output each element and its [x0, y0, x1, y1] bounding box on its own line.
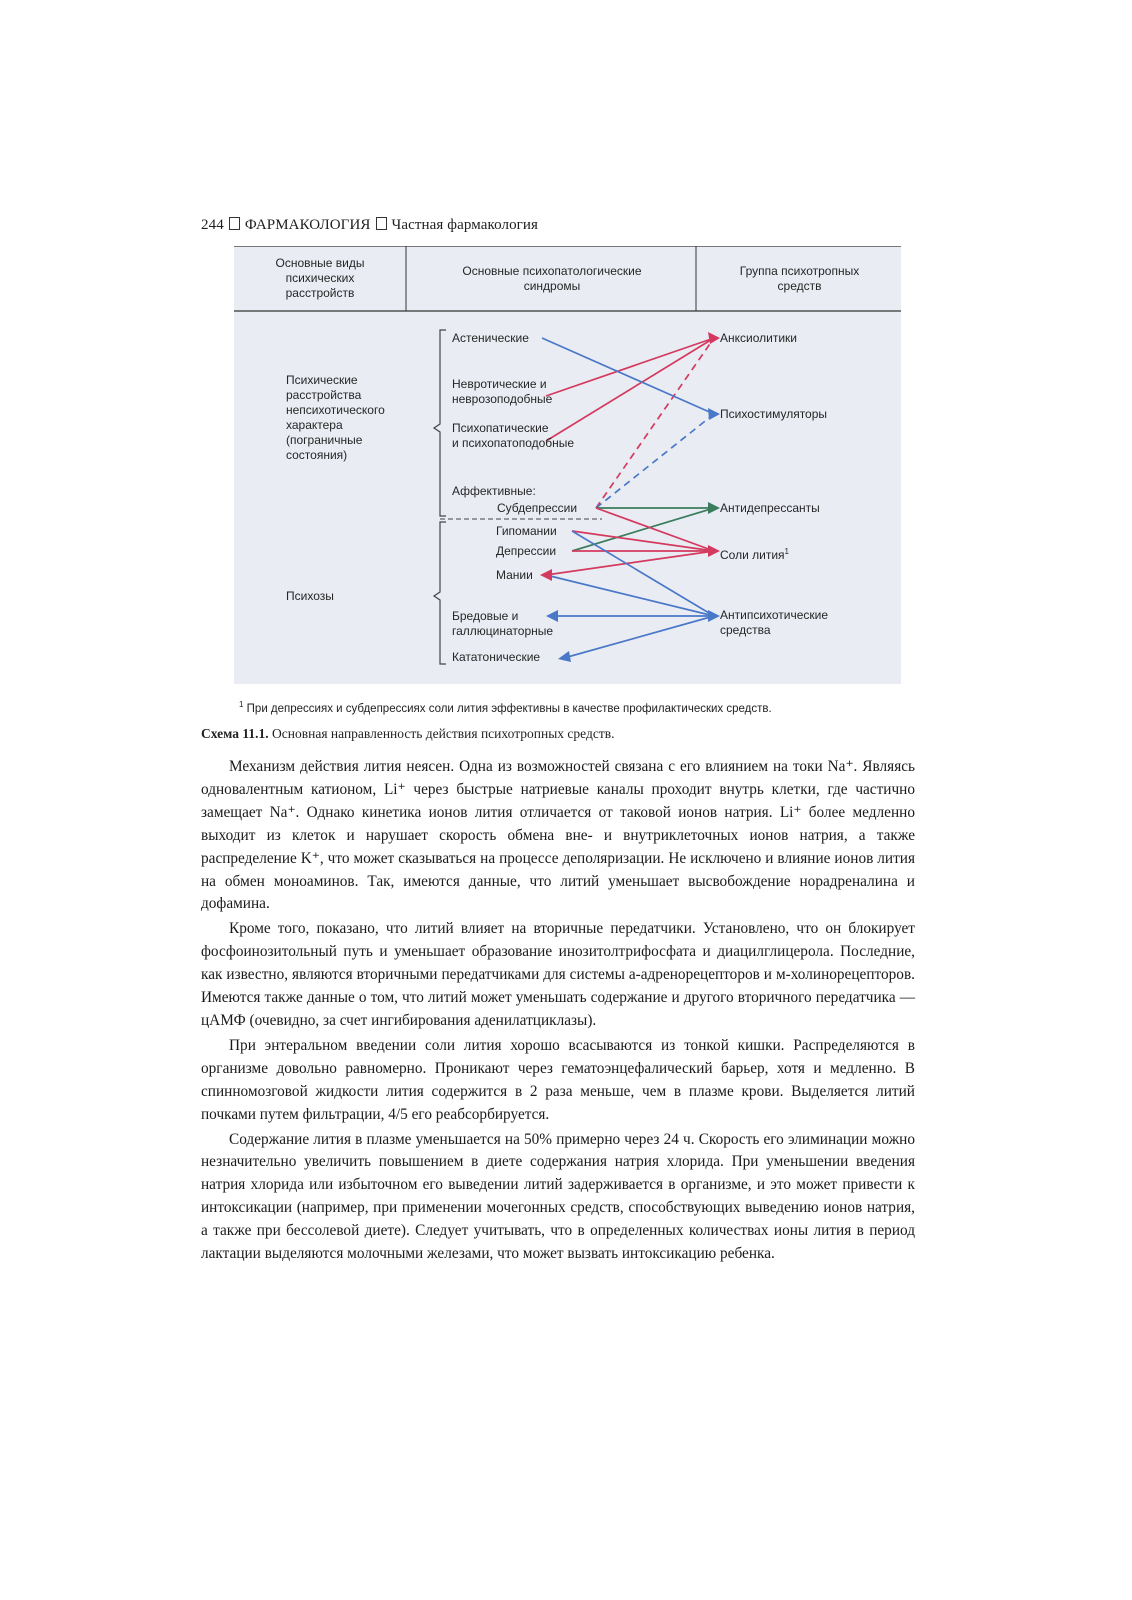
arrow-lithium-icon: [708, 545, 720, 557]
col-header-syndromes: Основные психопатологические синдромы: [462, 264, 642, 293]
caption-label: Схема 11.1.: [201, 726, 269, 741]
section-title: Частная фармакология: [391, 217, 539, 233]
disorder-psychoses: Психозы: [286, 589, 334, 603]
drug-antipsychotics: Антипсихотические средства: [720, 608, 829, 637]
footnote: [239, 700, 939, 715]
arrow-psychostimulants-icon: [708, 408, 720, 420]
separator-box-icon: [376, 217, 387, 230]
running-header: [201, 217, 538, 234]
link-neurotic-anxiolytics: [546, 338, 714, 396]
page-number: 244: [201, 217, 224, 233]
link-subdepressions-lithium: [596, 508, 714, 551]
arrow-catatonic-icon: [558, 651, 571, 662]
paragraph: Механизм действия лития неясен. Одна из возможностей связана с его влиянием на токи Na⁺. Являясь одновалентным катионом, Li⁺ через быстрые натриевые каналы проходит внутрь клетки, где частично замещает Na⁺. Однако кинетика ионов лития отличается от таковой ионов натрия. Li⁺ более медленно выходит из клеток и нарушает скорость обмена вне- и внутриклеточных ионов натрия, а также распределение K⁺, что может сказываться на процессе деполяризации. Не исключено и влияние ионов лития на обмен моноаминов. Так, имеются данные, что литий уменьшает высвобождение норадреналина и дофамина.: [201, 758, 915, 913]
syndrome-psychopathic: Психопатические и психопатоподобные: [452, 421, 575, 450]
link-catatonic-antipsychotics: [564, 616, 714, 658]
figure-caption: [201, 726, 614, 742]
drug-lithium-label: Соли лития: [720, 548, 785, 562]
syndrome-subdepressions: Субдепрессии: [497, 501, 578, 515]
drug-lithium-footnote-marker: 1: [784, 547, 789, 556]
syndrome-affective: Аффективные:: [452, 484, 536, 498]
paragraph: Содержание лития в плазме уменьшается на 50% примерно через 24 ч. Скорость его элиминации можно незначительно увеличить повышением в диете содержания натрия хлорида. При уменьшении введения натрия хлорида или избыточном его выведении литий задерживается в организме, и это может привести к интоксикации (например, при применении мочегонных средств, способствующих выведению ионов натрия, а также при бессолевой диете). Следует учитывать, что в определенных количествах ионы лития в период лактации выделяются молочными железами, что может вызвать интоксикацию ребенка.: [201, 1130, 915, 1263]
syndrome-hypomania: Гипомании: [496, 524, 557, 538]
footnote-text: При депрессиях и субдепрессиях соли лития эффективны в качестве профилактических средств.: [246, 702, 772, 715]
paragraph: При энтеральном введении соли лития хорошо всасываются из тонкой кишки. Распределяются в организме довольно равномерно. Проникают через гематоэнцефалический барьер, хотя и медленно. В спинномозговой жидкости лития содержится в 2 раза меньше, чем в плазме крови. Выделяется литий почками путем фильтрации, 4/5 его реабсорбируется.: [201, 1036, 915, 1123]
syndrome-depressions: Депрессии: [496, 544, 557, 558]
arrow-mania-icon: [540, 569, 552, 581]
syndrome-catatonic: Кататонические: [452, 650, 541, 664]
caption-text: Основная направленность действия психотропных средств.: [272, 726, 615, 741]
brace-nonpsychotic: [434, 330, 446, 516]
footnote-marker: 1: [239, 700, 244, 709]
book-title: ФАРМАКОЛОГИЯ: [244, 217, 371, 233]
body-text: [201, 756, 915, 1268]
drug-lithium: [720, 544, 789, 563]
col-header-drugs: Группа психотропных средств: [739, 264, 860, 293]
arrow-antidepressants-icon: [708, 502, 720, 514]
separator-box-icon: [229, 217, 240, 230]
drug-psychostimulants: Психостимуляторы: [720, 407, 828, 421]
link-hypomania-lithium: [572, 531, 714, 551]
syndrome-neurotic: Невротические и неврозоподобные: [452, 377, 553, 406]
arrow-antipsychotics-icon: [708, 610, 720, 622]
link-subdepressions-anxiolytics: [596, 338, 714, 508]
syndrome-delusional: Бредовые и галлюцинаторные: [452, 609, 554, 638]
arrow-anxiolytics-icon: [708, 332, 720, 344]
link-mania-lithium: [546, 551, 714, 575]
syndrome-asthenic: Астенические: [452, 331, 529, 345]
drug-anxiolytics: Анксиолитики: [720, 331, 797, 345]
drug-antidepressants: Антидепрессанты: [720, 501, 820, 515]
disorder-nonpsychotic: Психические расстройства непсихотического характера (пограничные состояния): [286, 373, 385, 462]
col-header-disorders: Основные виды психических расстройств: [275, 256, 365, 300]
syndrome-mania: Мании: [496, 568, 533, 582]
paragraph: Кроме того, показано, что литий влияет на вторичные передатчики. Установлено, что он блокирует фосфоинозитольный путь и уменьшает образование инозитолтрифосфата и диацилглицерола. Последние, как известно, являются вторичными передатчиками для системы а-адренорецепторов и м-холинорецепторов. Имеются также данные о том, что литий может уменьшать содержание и другого вторичного передатчика — цАМФ (очевидно, за счет ингибирования аденилатциклазы).: [201, 920, 915, 1029]
link-subdepressions-psychostimulants: [596, 414, 714, 508]
arrowheads: [540, 332, 720, 662]
link-mania-antipsychotics: [546, 575, 714, 616]
brace-psychoses: [434, 522, 446, 664]
scheme-diagram: [234, 246, 901, 684]
